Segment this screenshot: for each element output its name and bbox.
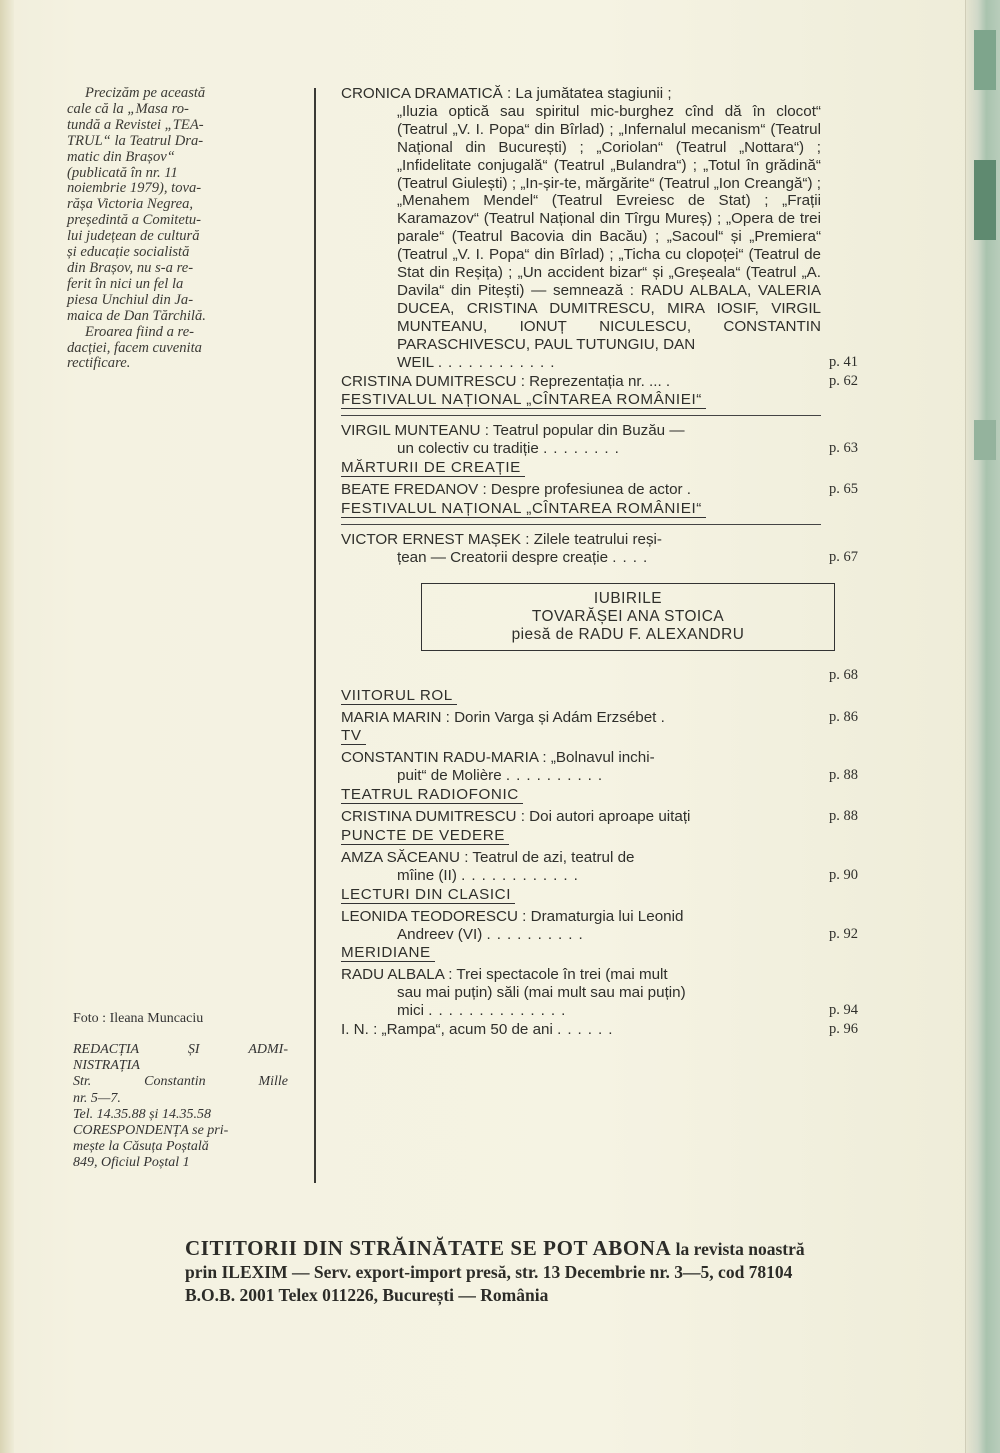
section-heading bbox=[341, 500, 881, 520]
toc-entry-title: AMZA SĂCEANU : Teatrul de azi, teatrul de bbox=[341, 848, 635, 866]
featured-play-box bbox=[421, 583, 835, 651]
section-heading-text: MERIDIANE bbox=[341, 944, 435, 962]
toc-entry bbox=[341, 531, 881, 567]
editorial-line: mește la Căsuța Poștală bbox=[73, 1139, 209, 1155]
play-title: IUBIRILE bbox=[593, 589, 663, 607]
section-heading bbox=[341, 687, 881, 707]
note-line: și educație socialistă bbox=[67, 244, 190, 261]
toc-entry-title: RADU ALBALA : Trei spectacole în trei (mai mult bbox=[341, 966, 668, 984]
toc-entry-last-line: WEIL ............ bbox=[397, 353, 561, 371]
page-number: p. 94 bbox=[829, 1002, 858, 1019]
toc-entry-line: un colectiv cu tradiție ........ bbox=[397, 440, 625, 458]
page-number: p. 90 bbox=[829, 866, 858, 883]
toc-entry bbox=[341, 85, 881, 372]
column-divider bbox=[314, 88, 316, 1183]
section-heading bbox=[341, 459, 881, 479]
section-heading-text: FESTIVALUL NAȚIONAL „CÎNTAREA ROMÂNIEI“ bbox=[341, 500, 706, 518]
editorial-word: ȘI bbox=[187, 1042, 200, 1057]
table-of-contents bbox=[341, 85, 881, 1040]
subscription-details: la revista noastră prin ILEXIM — Serv. export-import presă, str. 13 Decembrie nr. 3—5, cod 78104 B.O.B. 2001 Telex 011226, București — România bbox=[185, 1239, 805, 1305]
note-line: din Brașov, nu s-a re- bbox=[67, 259, 194, 276]
subscription-headline: CITITORII DIN STRĂINĂTATE SE POT ABONA bbox=[185, 1236, 672, 1260]
toc-entry-line: I. N. : „Rampa“, acum 50 de ani ...... bbox=[341, 1021, 619, 1039]
toc-entry-title: CRONICA DRAMATICĂ : La jumătatea stagiunii ; bbox=[341, 85, 672, 102]
page-number: p. 88 bbox=[829, 808, 858, 825]
note-line: Precizăm pe această bbox=[85, 85, 206, 101]
toc-entry-title: LEONIDA TEODORESCU : Dramaturgia lui Leonid bbox=[341, 907, 684, 925]
toc-entry-body: „Iluzia optică sau spiritul mic-burghez cînd dă în clocot“ (Teatrul „V. I. Popa“ din Bîrlad) ; „Infernalul mecanism“ (Teatrul Național din București) ; „Coriolan“ (Teatrul „Nottara“) ; „Infidelitate conjugală“ (Teatrul „Bulandra“) ; „Totul în grădină“ (Teatrul Giulești) ; „In-șir-te, mărgărite“ (Teatrul „Ion Creangă“) ; „Menahem Mendel“ (Teatrul Evreiesc de Stat) ; „Frații Karamazov“ (Teatrul Național din Tîrgu Mureș) ; „Opera de trei parale“ (Teatrul Bacovia din Bacău) ; „Sacoul“ și „Premiera“ (Teatrul „V. I. Popa“ din Bîrlad) ; „Ticha cu clopoței“ (Teatrul de Stat din Reșița) ; „Un accident bizar“ și „Greșeala“ (Teatrul „A. Davila“ din Pitești) — semnează : RADU ALBALA, VALERIA DUCEA, CRISTINA DUMITRESCU, MIRA IOSIF, VIRGIL MUNTEANU, IONUȚ NICULESCU, CONSTANTIN PARASCHIVESCU, PAUL TUTUNGIU, DAN bbox=[397, 102, 821, 353]
note-line: noiembrie 1979), tova- bbox=[67, 180, 202, 197]
note-line: matic din Brașov“ bbox=[67, 148, 175, 165]
erratum-note bbox=[67, 86, 285, 372]
note-line: ferit în nici un fel la bbox=[67, 275, 184, 292]
toc-entry bbox=[341, 481, 881, 499]
toc-entry bbox=[341, 908, 881, 944]
note-line: maica de Dan Tărchilă. bbox=[67, 307, 206, 324]
toc-entry-title: CONSTANTIN RADU-MARIA : „Bolnavul inchi- bbox=[341, 749, 655, 767]
section-heading-text: MĂRTURII DE CREAȚIE bbox=[341, 459, 525, 477]
toc-entry bbox=[341, 1021, 881, 1039]
editorial-line: nr. 5—7. bbox=[73, 1090, 121, 1106]
note-line: (publicată în nr. 11 bbox=[67, 164, 178, 181]
page-number: p. 65 bbox=[829, 481, 858, 498]
toc-entry-title: CRISTINA DUMITRESCU : Reprezentația nr. ... . bbox=[341, 372, 671, 390]
editorial-heading bbox=[73, 1042, 288, 1058]
note-line: lui județean de cultură bbox=[67, 228, 200, 245]
edge-stripe bbox=[974, 420, 996, 460]
toc-entry bbox=[341, 849, 881, 885]
note-line: Eroarea fiind a re- bbox=[85, 323, 195, 340]
note-line: cale că la „Masa ro- bbox=[67, 100, 189, 117]
toc-entry-title: CRISTINA DUMITRESCU : Doi autori aproape uitați bbox=[341, 808, 691, 826]
binding-shadow bbox=[0, 0, 14, 1453]
section-heading bbox=[341, 786, 881, 806]
section-heading bbox=[341, 944, 881, 964]
section-heading-text: TV bbox=[341, 727, 366, 745]
toc-entry-text: I. N. : „Rampa“, acum 50 de ani bbox=[341, 1021, 553, 1039]
editorial-address bbox=[73, 1042, 288, 1172]
section-heading-text: LECTURI DIN CLASICI bbox=[341, 886, 515, 904]
note-line: piesa Unchiul din Ja- bbox=[67, 291, 194, 308]
page-number: p. 88 bbox=[829, 767, 858, 784]
toc-entry-line: puit“ de Molière .......... bbox=[397, 767, 609, 785]
photo-credit: Foto : Ileana Muncaciu bbox=[73, 1011, 204, 1026]
page-number: p. 63 bbox=[829, 440, 858, 457]
editorial-phone: Tel. 14.35.88 și 14.35.58 bbox=[73, 1106, 211, 1122]
edge-stripe bbox=[974, 30, 996, 90]
editorial-word: Constantin bbox=[144, 1074, 206, 1090]
section-heading bbox=[341, 727, 881, 747]
section-rule bbox=[341, 524, 821, 525]
editorial-word: REDACȚIA bbox=[73, 1042, 140, 1057]
note-line: dacției, facem cuvenita bbox=[67, 339, 202, 356]
page-number: p. 41 bbox=[829, 353, 858, 370]
play-author: piesă de RADU F. ALEXANDRU bbox=[511, 625, 745, 643]
section-heading bbox=[341, 886, 881, 906]
section-heading bbox=[341, 391, 881, 411]
editorial-word: ADMI- bbox=[248, 1042, 288, 1057]
toc-entry-title: BEATE FREDANOV : Despre profesiunea de actor . bbox=[341, 481, 692, 499]
toc-entry-line: Andreev (VI) .......... bbox=[397, 925, 589, 943]
page-number: p. 92 bbox=[829, 925, 858, 942]
toc-entry bbox=[341, 422, 881, 458]
toc-entry-text: WEIL bbox=[397, 353, 434, 371]
note-line: tundă a Revistei „TEA- bbox=[67, 116, 204, 133]
page-number: p. 96 bbox=[829, 1021, 858, 1038]
editorial-line: 849, Oficiul Poștal 1 bbox=[73, 1155, 190, 1171]
toc-entry bbox=[341, 966, 881, 1020]
featured-play bbox=[341, 583, 881, 687]
note-line: TRUL“ la Teatrul Dra- bbox=[67, 132, 204, 149]
page-number: p. 62 bbox=[829, 372, 858, 389]
editorial-line: NISTRAȚIA bbox=[73, 1058, 140, 1074]
editorial-street bbox=[73, 1074, 288, 1090]
section-heading-text: TEATRUL RADIOFONIC bbox=[341, 786, 523, 804]
section-heading bbox=[341, 827, 881, 847]
toc-entry-line: mîine (II) ............ bbox=[397, 866, 584, 884]
toc-entry-text: un colectiv cu tradiție bbox=[397, 440, 539, 458]
toc-entry-text: puit“ de Molière bbox=[397, 767, 502, 785]
section-heading-text: VIITORUL ROL bbox=[341, 687, 457, 705]
toc-entry-title: VIRGIL MUNTEANU : Teatrul popular din Buzău — bbox=[341, 422, 685, 440]
note-line: rectificare. bbox=[67, 355, 131, 372]
toc-entry-line: sau mai puțin) săli (mai mult sau mai puțin) bbox=[397, 984, 686, 1002]
section-rule bbox=[341, 415, 821, 416]
note-line: rășa Victoria Negrea, bbox=[67, 196, 194, 213]
toc-entry-text: Andreev (VI) bbox=[397, 925, 483, 943]
toc-entry bbox=[341, 373, 881, 391]
toc-entry-title: MARIA MARIN : Dorin Varga și Adám Erzsébet . bbox=[341, 708, 665, 726]
section-heading-text: FESTIVALUL NAȚIONAL „CÎNTAREA ROMÂNIEI“ bbox=[341, 391, 706, 409]
page-edge bbox=[965, 0, 1000, 1453]
page-number: p. 67 bbox=[829, 548, 858, 565]
page-number: p. 86 bbox=[829, 708, 858, 725]
toc-entry-title: VICTOR ERNEST MAȘEK : Zilele teatrului reși- bbox=[341, 530, 662, 548]
toc-entry-text: mici bbox=[397, 1002, 424, 1020]
toc-entry-line: mici .............. bbox=[397, 1002, 572, 1020]
section-heading-text: PUNCTE DE VEDERE bbox=[341, 827, 509, 845]
note-line: președintă a Comitetu- bbox=[67, 212, 202, 229]
subscription-notice bbox=[185, 1237, 825, 1307]
toc-entry bbox=[341, 709, 881, 727]
editorial-word: Str. bbox=[73, 1074, 92, 1090]
toc-entry bbox=[341, 749, 881, 785]
page-number: p. 68 bbox=[829, 666, 858, 683]
editorial-word: Mille bbox=[258, 1074, 288, 1090]
edge-stripe bbox=[974, 160, 996, 240]
toc-entry bbox=[341, 808, 881, 826]
editorial-line: CORESPONDENȚA se pri- bbox=[73, 1123, 229, 1139]
toc-entry-text: țean — Creatorii despre creație bbox=[397, 548, 609, 566]
toc-entry-line: țean — Creatorii despre creație .... bbox=[397, 548, 654, 566]
toc-entry-text: mîine (II) bbox=[397, 866, 457, 884]
play-title: TOVARĂȘEI ANA STOICA bbox=[531, 607, 725, 625]
